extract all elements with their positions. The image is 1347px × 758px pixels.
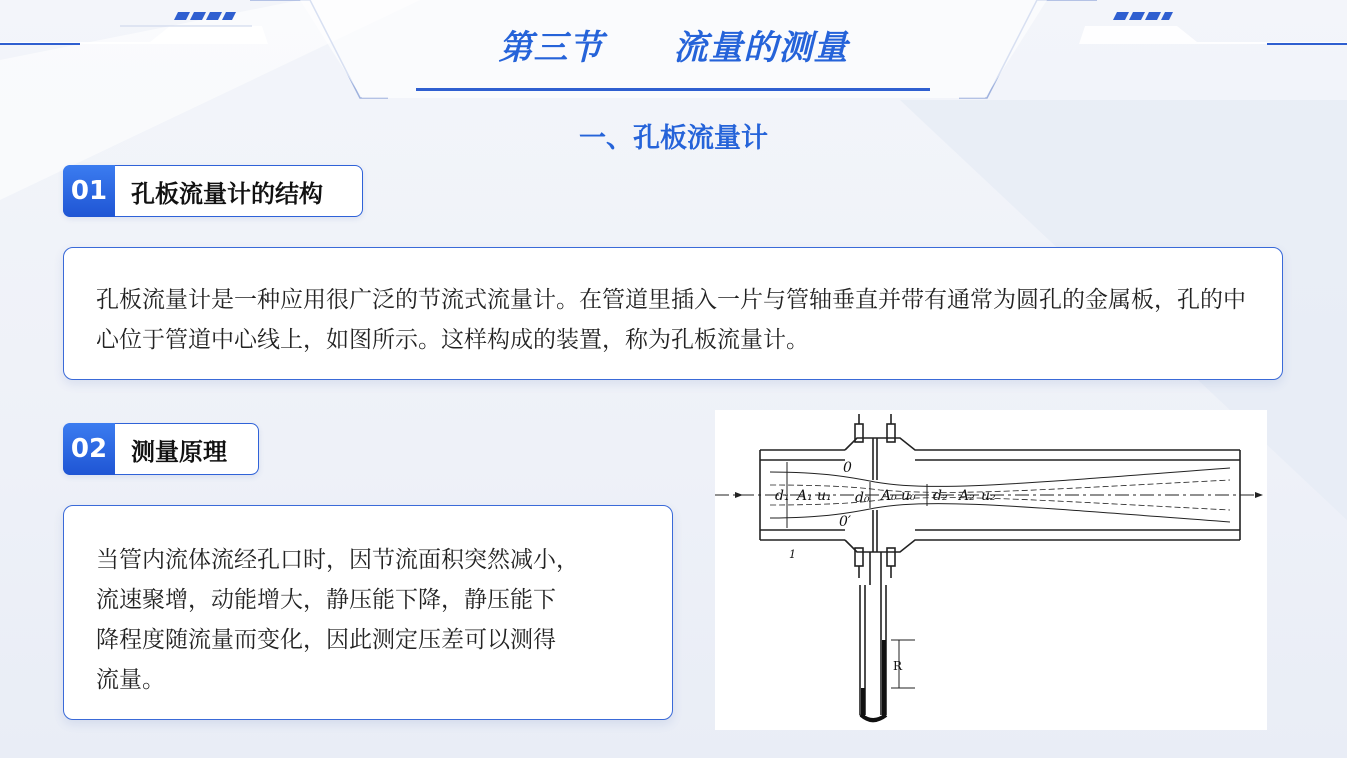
principle-line: 流量。 xyxy=(96,667,165,693)
title-underline xyxy=(416,88,930,91)
structure-text-box xyxy=(63,247,1283,380)
principle-line: 流速聚增，动能增大，静压能下降，静压能下 xyxy=(96,587,556,613)
label-d2: d₂ xyxy=(933,488,948,504)
label-A0: A₀ xyxy=(881,488,897,504)
principle-text-box xyxy=(63,505,673,720)
principle-line: 当管内流体流经孔口时，因节流面积突然减小， xyxy=(96,547,579,573)
section-heading-principle xyxy=(63,423,259,475)
structure-text: 孔板流量计是一种应用很广泛的节流式流量计。在管道里插入一片与管轴垂直并带有通常为圆孔的金属板，孔的中心位于管道中心线上，如图所示。这样构成的装置，称为孔板流量计。 xyxy=(96,287,1246,353)
orifice-meter-diagram xyxy=(715,410,1267,730)
label-u0: u₀ xyxy=(901,488,916,504)
label-A2: A₂ xyxy=(959,488,975,504)
section-number-badge: 01 xyxy=(63,165,115,217)
label-R: R xyxy=(893,659,903,673)
section-label: 测量原理 xyxy=(131,437,227,466)
section-number: 第三节 xyxy=(498,28,604,68)
section-label: 孔板流量计的结构 xyxy=(131,179,323,208)
section-number-badge: 02 xyxy=(63,423,115,475)
principle-line: 降程度随流量而变化，因此测定压差可以测得 xyxy=(96,627,556,653)
label-u2: u₂ xyxy=(981,488,996,504)
label-d1: d₁ xyxy=(775,488,790,504)
page-subtitle: 一、孔板流量计 xyxy=(579,123,768,154)
label-o-bottom: 0′ xyxy=(839,514,852,530)
label-one: 1 xyxy=(789,548,796,561)
label-A1: A₁ xyxy=(797,488,813,504)
label-d0: d₀ xyxy=(855,490,870,506)
label-u1: u₁ xyxy=(817,488,832,504)
page-title xyxy=(0,20,1347,69)
section-heading-structure xyxy=(63,165,363,217)
section-title: 流量的测量 xyxy=(673,28,849,68)
label-o-top: 0 xyxy=(843,460,852,476)
orifice-meter-figure xyxy=(715,410,1267,730)
